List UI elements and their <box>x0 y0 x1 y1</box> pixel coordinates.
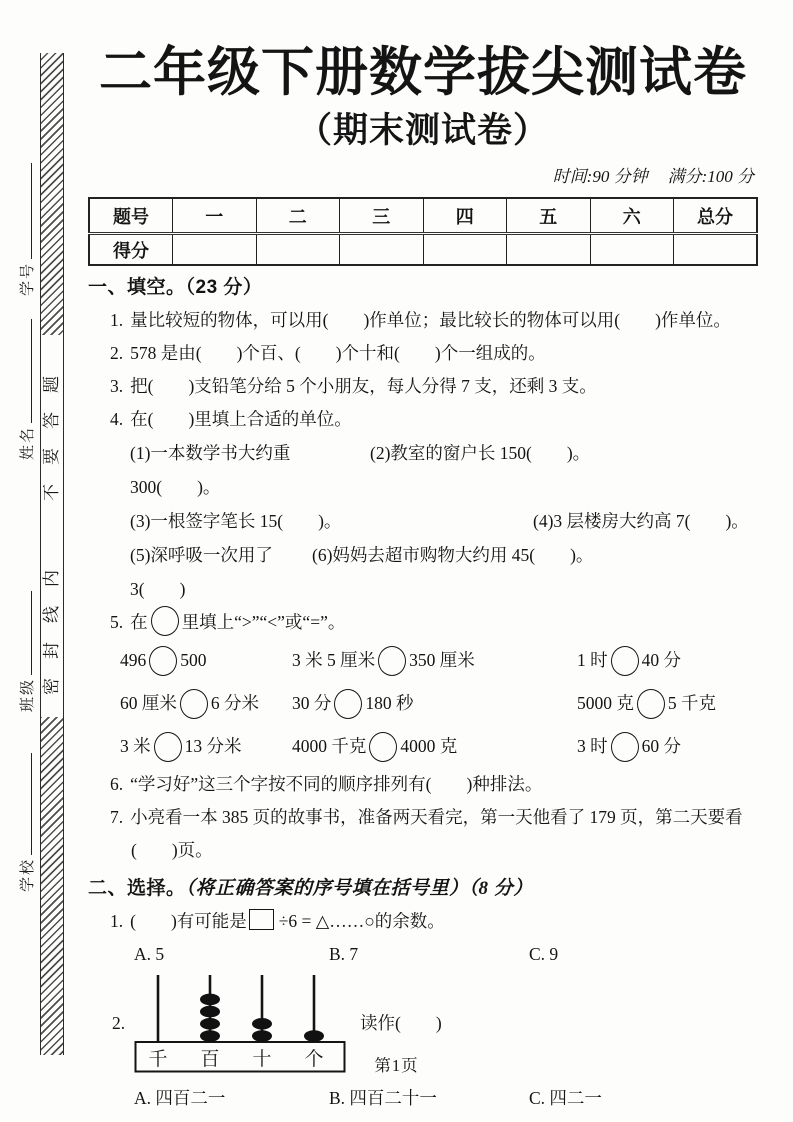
question-4-subrow <box>130 436 758 504</box>
student-number-label: 学号 <box>20 261 36 296</box>
question-text: 在( )里填上合适的单位。 <box>130 409 352 429</box>
question-number: 1. <box>110 310 124 330</box>
question-number: 5. <box>110 612 124 632</box>
score-row-label: 得分 <box>89 234 173 266</box>
page-subtitle: （期末测试卷） <box>296 111 549 150</box>
comparison-circle <box>611 646 639 676</box>
comparison-cell <box>120 682 292 725</box>
right-value: 350 厘米 <box>409 650 475 670</box>
section2-items <box>110 905 758 1115</box>
left-value: 3 米 <box>120 736 151 756</box>
question-4-subrow <box>130 538 758 606</box>
seal-phrase-inner: 密封线内 <box>42 551 61 695</box>
right-value: 4000 克 <box>400 736 458 756</box>
question-number: 6. <box>110 774 124 794</box>
score-table-header-cell: 四 <box>423 198 507 234</box>
option-c: C. 四二一 <box>529 1088 602 1108</box>
section2-heading-main: 二、选择。 <box>88 878 186 899</box>
question-number: 3. <box>110 376 124 396</box>
question-4 <box>110 403 758 436</box>
score-table-header-cell: 题号 <box>89 198 173 234</box>
main-content <box>88 42 758 1115</box>
sub-question: (3)一根签字笔长 15( )。 <box>130 511 342 531</box>
comparison-cell <box>120 725 292 768</box>
question-number: 4. <box>110 409 124 429</box>
score-cell <box>256 234 340 266</box>
class-label: 班级 <box>20 677 36 712</box>
score-table-header-row <box>89 198 757 234</box>
sub-question: (2)教室的窗户长 150( )。 <box>370 443 591 463</box>
full-score: 满分:100 分 <box>667 167 754 186</box>
comparison-circle <box>151 606 179 636</box>
question-text: 里填上“>”“<”或“=”。 <box>181 612 346 632</box>
question-5 <box>110 606 758 639</box>
exam-info-line <box>88 166 758 188</box>
comparison-circle <box>378 646 406 676</box>
score-table-score-row <box>89 234 757 266</box>
comparison-cell <box>292 639 577 682</box>
left-value: 496 <box>120 650 147 670</box>
left-value: 60 厘米 <box>120 693 177 713</box>
comparison-cell <box>292 682 577 725</box>
left-value: 3 米 5 厘米 <box>292 650 376 670</box>
question-text: 578 是由( )个百、( )个十和( )个一组成的。 <box>130 343 546 363</box>
name-field <box>15 310 41 460</box>
question-text: ÷6 = △……○的余数。 <box>278 911 445 931</box>
option-b: B. 7 <box>329 944 359 964</box>
comparison-cell <box>577 639 758 682</box>
svg-text:百: 百 <box>200 1049 220 1070</box>
option-a: A. 5 <box>134 944 165 964</box>
sub-question: (1)一本数学书大约重 300( )。 <box>130 443 291 497</box>
right-value: 180 秒 <box>365 693 414 713</box>
sub-question: (6)妈妈去超市购物大约用 45( )。 <box>312 545 594 565</box>
score-table-header-cell: 三 <box>340 198 424 234</box>
student-number-field <box>15 156 41 296</box>
time-limit: 时间:90 分钟 <box>552 167 648 186</box>
option-a: A. 四百二一 <box>134 1088 226 1108</box>
seal-warning-text <box>41 335 63 717</box>
comparison-circle <box>611 732 639 762</box>
question-text: 量比较短的物体，可以用( )作单位；最比较长的物体可以用( )作单位。 <box>130 310 731 330</box>
comparison-circle <box>154 732 182 762</box>
score-table <box>88 197 758 266</box>
left-value: 4000 千克 <box>292 736 367 756</box>
page-title: 二年级下册数学拔尖测试卷 <box>99 44 747 102</box>
svg-text:个: 个 <box>304 1049 324 1070</box>
comparison-cell <box>577 725 758 768</box>
school-blank-line <box>16 753 32 855</box>
class-field <box>15 584 41 712</box>
left-value: 5000 克 <box>577 693 634 713</box>
question-text: 小亮看一本 385 页的故事书，准备两天看完，第一天他看了 179 页，第二天要看( )页。 <box>130 807 743 860</box>
question-text: 把( )支铅笔分给 5 个小朋友，每人分得 7 支，还剩 3 支。 <box>130 376 597 396</box>
question-number: 1. <box>110 911 124 931</box>
seal-phrase-outer: 不要答题 <box>42 357 61 501</box>
right-value: 40 分 <box>641 650 681 670</box>
comparison-cell <box>577 682 758 725</box>
question-7 <box>110 801 758 867</box>
school-field <box>15 744 41 892</box>
page-number: 第1页 <box>374 1056 419 1075</box>
left-value: 3 时 <box>577 736 608 756</box>
section2-heading-points: （8 分） <box>468 878 533 899</box>
score-cell <box>507 234 591 266</box>
sub-question: (4)3 层楼房大约高 7( )。 <box>533 511 749 531</box>
question-2 <box>110 337 758 370</box>
question-1 <box>110 304 758 337</box>
section1-heading: 一、填空。（23 分） <box>88 277 263 298</box>
question-text: “学习好”这三个字按不同的顺序排列有( )种排法。 <box>130 774 543 794</box>
choice-question-2-options <box>134 1082 758 1115</box>
score-cell <box>674 234 758 266</box>
right-value: 60 分 <box>641 736 681 756</box>
score-table-header-cell: 总分 <box>674 198 758 234</box>
comparison-circle <box>637 689 665 719</box>
name-blank-line <box>16 319 32 423</box>
question-text: 在 <box>130 612 148 632</box>
comparison-circle <box>149 646 177 676</box>
seal-text-band <box>41 335 63 717</box>
seal-line-strip <box>40 53 64 1055</box>
left-value: 30 分 <box>292 693 332 713</box>
choice-question-1-options <box>134 938 758 971</box>
question-number: 2. <box>110 343 124 363</box>
score-cell <box>340 234 424 266</box>
right-value: 5 千克 <box>667 693 716 713</box>
score-table-header-cell: 六 <box>590 198 674 234</box>
comparison-cell <box>292 725 577 768</box>
dividend-box <box>249 909 274 930</box>
right-value: 6 分米 <box>210 693 259 713</box>
score-table-header-cell: 五 <box>507 198 591 234</box>
name-label: 姓名 <box>20 425 36 460</box>
score-cell <box>590 234 674 266</box>
comparison-grid <box>120 639 758 768</box>
right-value: 13 分米 <box>184 736 242 756</box>
choice-question-1 <box>110 905 758 938</box>
score-cell <box>173 234 257 266</box>
question-number: 7. <box>110 807 124 827</box>
question-number: 2. <box>112 1013 126 1033</box>
comparison-circle <box>334 689 362 719</box>
comparison-circle <box>180 689 208 719</box>
comparison-circle <box>369 732 397 762</box>
question-text: 读作( ) <box>360 1013 442 1033</box>
section1-items <box>110 304 758 867</box>
option-c: C. 9 <box>529 944 559 964</box>
comparison-cell <box>120 639 292 682</box>
option-b: B. 四百二十一 <box>329 1088 437 1108</box>
score-table-header-cell: 一 <box>173 198 257 234</box>
sub-question: (5)深呼吸一次用了 3( ) <box>130 545 273 599</box>
right-value: 500 <box>180 650 207 670</box>
student-number-blank-line <box>16 163 32 259</box>
left-value: 1 时 <box>577 650 608 670</box>
class-blank-line <box>16 591 32 675</box>
question-4-subrow <box>130 504 758 538</box>
school-label: 学校 <box>20 857 36 892</box>
score-table-header-cell: 二 <box>256 198 340 234</box>
question-3 <box>110 370 758 403</box>
question-text: ( )有可能是 <box>130 911 247 931</box>
score-cell <box>423 234 507 266</box>
svg-text:千: 千 <box>148 1049 168 1070</box>
svg-text:十: 十 <box>252 1049 272 1070</box>
section2-heading <box>88 877 758 901</box>
question-6 <box>110 768 758 801</box>
section2-heading-note: （将正确答案的序号填在括号里） <box>185 878 469 899</box>
